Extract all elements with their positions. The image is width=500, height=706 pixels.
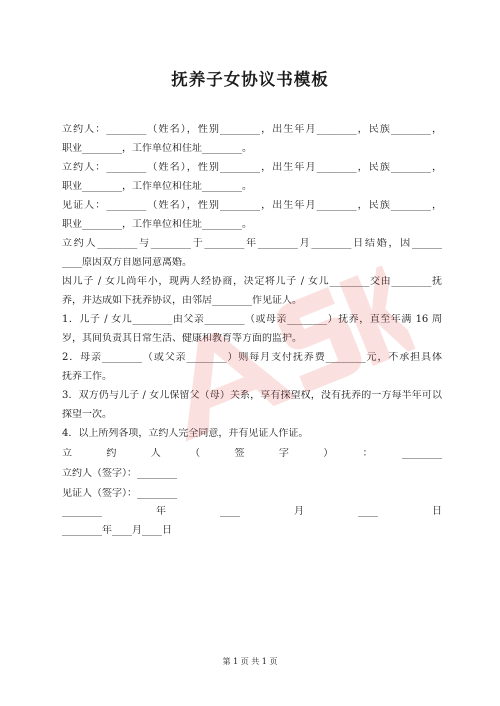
party-a-info-line-2: 职业________，工作单位和住址________。 <box>62 143 252 154</box>
document-title: 抚养子女协议书模板 <box>171 70 329 89</box>
signature-party-line-2: 立约人（签字）：________ <box>62 468 177 479</box>
party-a-info-line-1: 立约人：________（姓名），性别________，出生年月________，民族________， <box>62 124 442 135</box>
witness-info-line-1: 见证人：________（姓名），性别________，出生年月________，民族________， <box>62 200 442 211</box>
marriage-line-2: ____原因双方自愿同意离婚。 <box>62 257 192 268</box>
clause-1-line-2: 岁，其间负责其日常生活、健康和教育等方面的监护。 <box>62 333 302 344</box>
party-b-info-line-2: 职业________，工作单位和住址________。 <box>62 181 252 192</box>
party-b-info-line-1: 立约人：________（姓名），性别________，出生年月________，民族________， <box>62 162 442 173</box>
signature-witness-line: 见证人（签字）：________ <box>62 488 177 499</box>
page-footer: 第 1 页 共 1 页 <box>222 657 278 666</box>
clause-3-line-2: 探望一次。 <box>62 409 112 420</box>
marriage-line-1: 立约人________与________于________年________月________日结婚，因______ <box>62 238 442 249</box>
date-line-1: ________ 年 ____ 月 ____ 日 <box>62 506 442 517</box>
clause-3-line-1: 3．双方仍与儿子 / 女儿保留父（母）关系，享有探望权，没有抚养的一方每半年可以 <box>62 390 442 401</box>
custody-intro-line-1: 因儿子 / 女儿尚年小，现两人经协商，决定将儿子 / 女儿________交由________抚 <box>62 276 442 287</box>
clause-1-line-1: 1．儿子 / 女儿________由父亲________（或母亲________）抚养，直至年满 16 周 <box>62 314 442 325</box>
custody-intro-line-2: 养，并达成如下抚养协议，由邻居________作见证人。 <box>62 295 302 306</box>
signature-party-line: 立 约 人 （ 签 字 ） ： ________ <box>62 448 442 459</box>
date-line-2: ________年____月____日 <box>62 525 172 536</box>
clause-4-line: 4．以上所列各项，立约人完全同意，并有见证人作证。 <box>62 428 309 439</box>
clause-2-line-1: 2．母亲________（或父亲________）则每月支付抚养费________元，不承担具体 <box>62 352 442 363</box>
witness-info-line-2: 职业________，工作单位和住址________。 <box>62 219 252 230</box>
clause-2-line-2: 抚养工作。 <box>62 371 112 382</box>
